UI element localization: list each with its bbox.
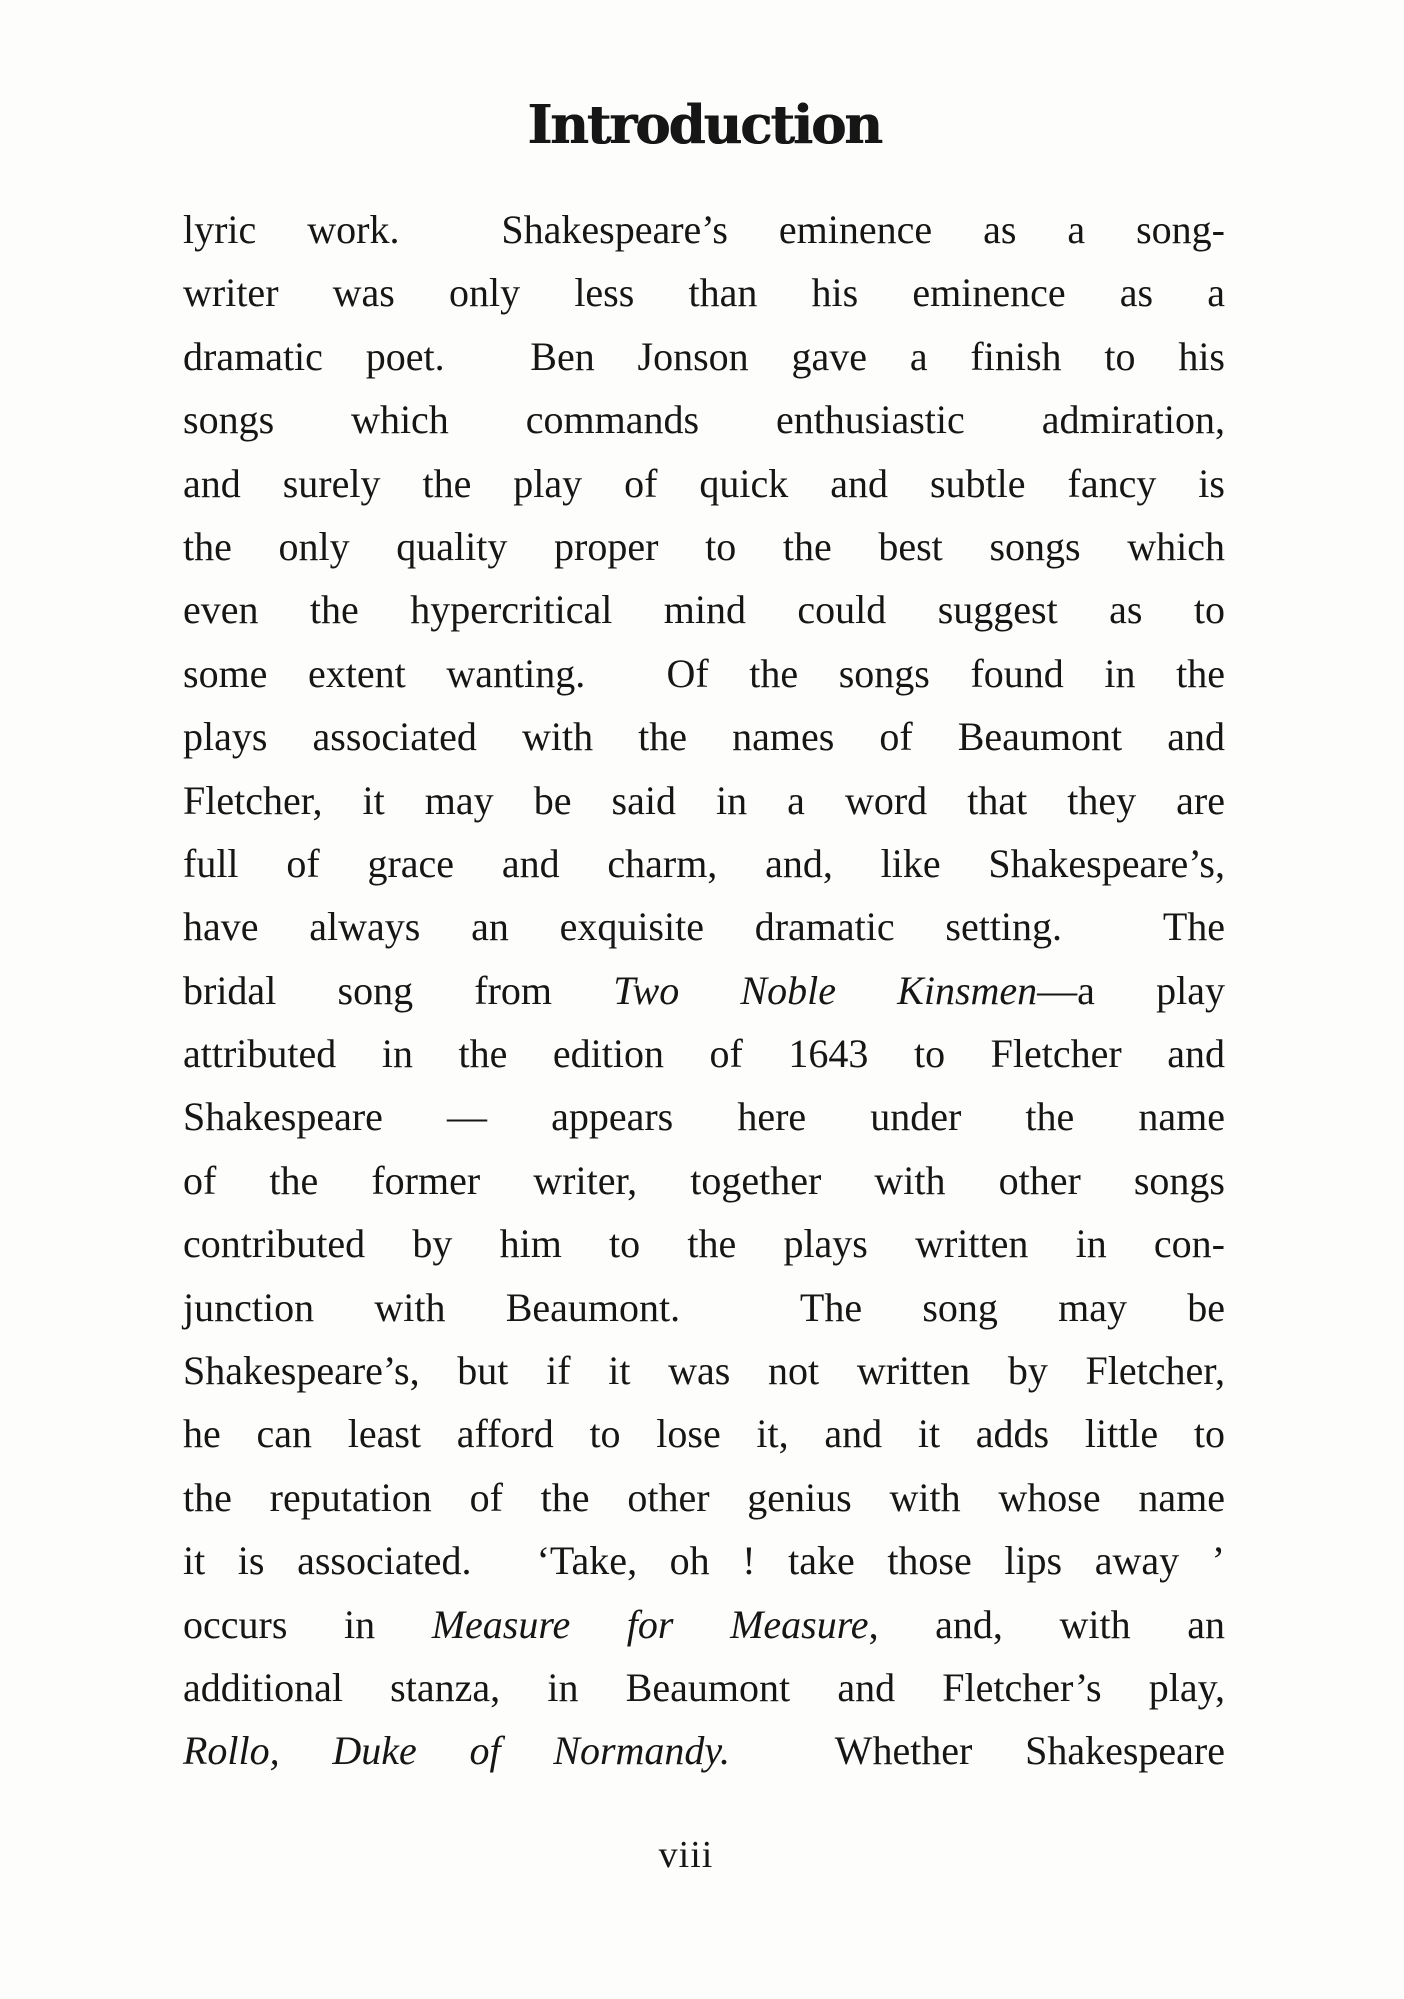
text-segment: have always an exquisite dramatic setting. The [183, 904, 1225, 950]
text-segment: it is associated. ‘Take, oh ! take those lips away ’ [183, 1538, 1225, 1584]
body-text [183, 198, 1225, 1783]
text-line [183, 769, 1225, 832]
text-segment: additional stanza, in Beaumont and Fletcher’s play, [183, 1664, 1225, 1710]
text-segment: plays associated with the names of Beaumont and [183, 714, 1225, 760]
text-segment: occurs in [183, 1601, 432, 1647]
text-segment: contributed by him to the plays written in con- [183, 1221, 1225, 1267]
text-segment: writer was only less than his eminence as a [183, 270, 1225, 316]
text-line [183, 198, 1225, 261]
text-line [183, 515, 1225, 578]
text-segment: and surely the play of quick and subtle fancy is [183, 460, 1225, 506]
text-line [183, 1149, 1225, 1212]
text-segment: songs which commands enthusiastic admiration, [183, 397, 1225, 443]
text-line [183, 1656, 1225, 1719]
text-line [183, 832, 1225, 895]
text-line [183, 1402, 1225, 1465]
text-segment: Shakespeare — appears here under the name [183, 1094, 1225, 1140]
text-segment: the reputation of the other genius with whose name [183, 1474, 1225, 1520]
text-segment: even the hypercritical mind could suggest as to [183, 587, 1225, 633]
text-line [183, 1719, 1225, 1782]
italic-title-text: Measure for Measure [431, 1601, 869, 1647]
text-segment: Whether Shakespeare [729, 1728, 1225, 1774]
text-line [183, 895, 1225, 958]
text-line [183, 705, 1225, 768]
text-line [183, 1339, 1225, 1402]
text-segment: Fletcher, it may be said in a word that they are [183, 777, 1225, 823]
text-segment: lyric work. Shakespeare’s eminence as a song- [183, 207, 1225, 252]
text-segment: , and, with an [868, 1601, 1225, 1647]
text-line [183, 1276, 1225, 1339]
text-line [183, 261, 1225, 324]
text-line [183, 1466, 1225, 1529]
text-segment: he can least afford to lose it, and it adds little to [183, 1411, 1225, 1457]
text-segment: dramatic poet. Ben Jonson gave a finish to his [183, 333, 1225, 379]
text-line [183, 452, 1225, 515]
text-line [183, 642, 1225, 705]
text-segment: —a play [1037, 967, 1225, 1013]
text-line [183, 578, 1225, 641]
text-segment: some extent wanting. Of the songs found in the [183, 650, 1225, 696]
text-line [183, 959, 1225, 1022]
text-segment: junction with Beaumont. The song may be [183, 1284, 1225, 1330]
italic-title-text: Rollo, Duke of Normandy. [183, 1728, 730, 1774]
text-line [183, 1085, 1225, 1148]
text-segment: the only quality proper to the best songs which [183, 523, 1225, 569]
text-line [183, 325, 1225, 388]
text-line [183, 1529, 1225, 1592]
italic-title-text: Two Noble Kinsmen [613, 967, 1038, 1013]
page-number: viii [658, 1834, 714, 1876]
page-heading: Introduction [527, 94, 881, 156]
text-line [183, 1022, 1225, 1085]
text-segment: attributed in the edition of 1643 to Fletcher and [183, 1031, 1225, 1077]
text-line [183, 388, 1225, 451]
text-segment: bridal song from [183, 967, 614, 1013]
text-line [183, 1593, 1225, 1656]
text-segment: of the former writer, together with other songs [183, 1157, 1225, 1203]
text-segment: full of grace and charm, and, like Shakespeare’s, [183, 840, 1225, 886]
text-segment: Shakespeare’s, but if it was not written by Fletcher, [183, 1348, 1225, 1394]
text-line [183, 1212, 1225, 1275]
